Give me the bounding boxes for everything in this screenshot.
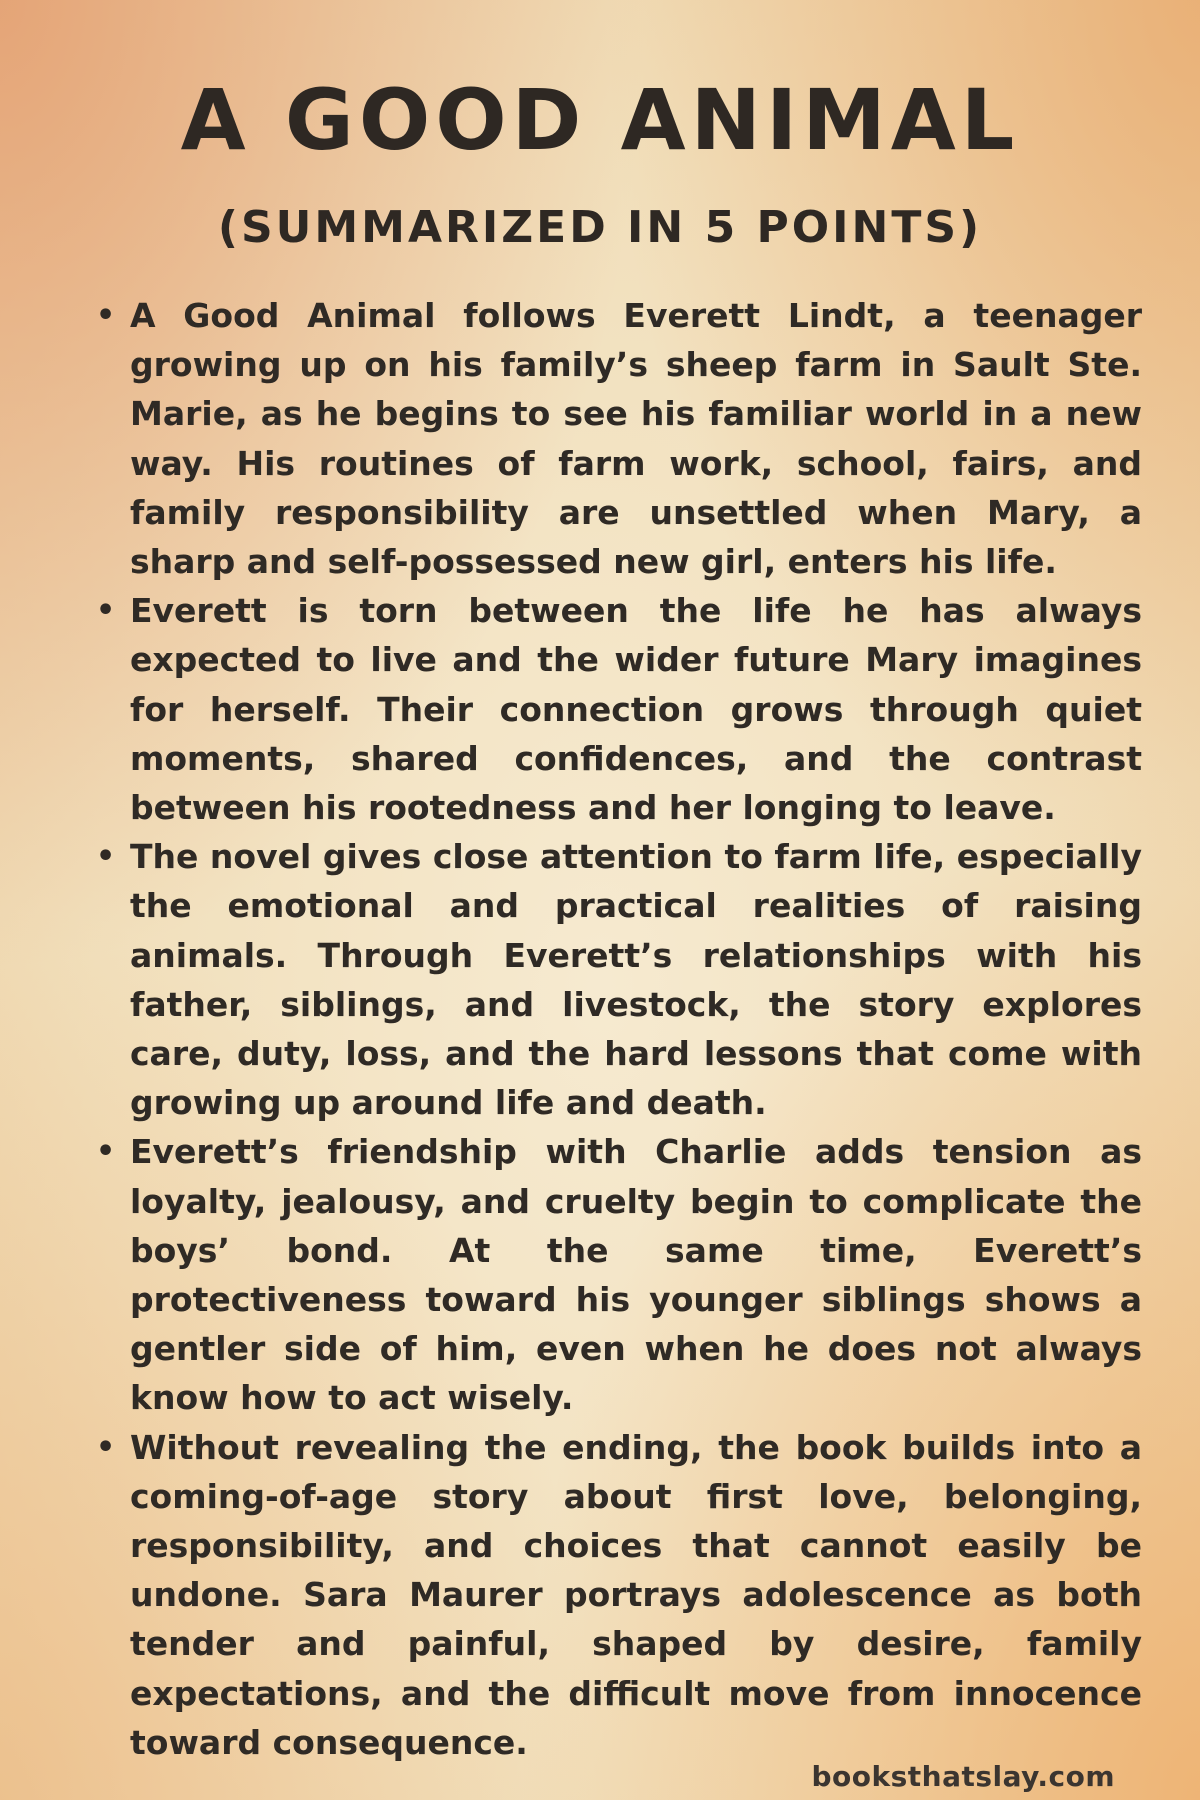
summary-point-text: Everett’s friendship with Charlie adds tension as loyalty, jealousy, and cruelty begin to complicate the boys’ bond. At the same time, Everett’s protectiveness toward his younger siblings shows a gentler side of him, even when he does not always know how to act wisely. <box>130 1132 1142 1418</box>
summary-point-2 <box>92 586 1142 832</box>
website-credit: booksthatslay.com <box>811 1760 1115 1793</box>
bullet-icon: • <box>96 839 116 875</box>
bullet-icon: • <box>96 298 116 333</box>
summary-point-4 <box>92 1127 1142 1422</box>
summary-point-text: Without revealing the ending, the book builds into a coming-of-age story about first love, belonging, responsibility, and choices that cannot easily be undone. Sara Maurer portrays adolescence as both tender and painful, shaped by desire, family expectations, and the difficult move from innocence toward consequence. <box>130 1427 1142 1762</box>
summary-point-text: Everett is torn between the life he has always expected to live and the wider future Mary imagines for herself. Their connection grows through quiet moments, shared confidences, and the contrast between his rootedness and her longing to leave. <box>130 591 1142 828</box>
page-title: A GOOD ANIMAL <box>180 71 1020 169</box>
page-subtitle: (SUMMARIZED IN 5 POINTS) <box>217 202 983 253</box>
summary-point-5 <box>92 1423 1142 1767</box>
summary-point-1 <box>92 291 1142 586</box>
summary-points-list <box>92 291 1142 1767</box>
bullet-icon: • <box>96 1134 116 1170</box>
bullet-icon: • <box>96 593 116 629</box>
summary-point-text: A Good Animal follows Everett Lindt, a teenager growing up on his family’s sheep farm in Sault Ste. Marie, as he begins to see his familiar world in a new way. His routines of farm work, school, fairs, and family responsibility are unsettled when Mary, a sharp and self-possessed new girl, enters his life. <box>130 296 1142 582</box>
summary-point-3 <box>92 832 1142 1127</box>
summary-point-text: The novel gives close attention to farm life, especially the emotional and practical realities of raising animals. Through Everett’s relationships with his father, siblings, and livestock, the story explores care, duty, loss, and the hard lessons that come with growing up around life and death. <box>130 837 1142 1123</box>
bullet-icon: • <box>96 1429 116 1465</box>
